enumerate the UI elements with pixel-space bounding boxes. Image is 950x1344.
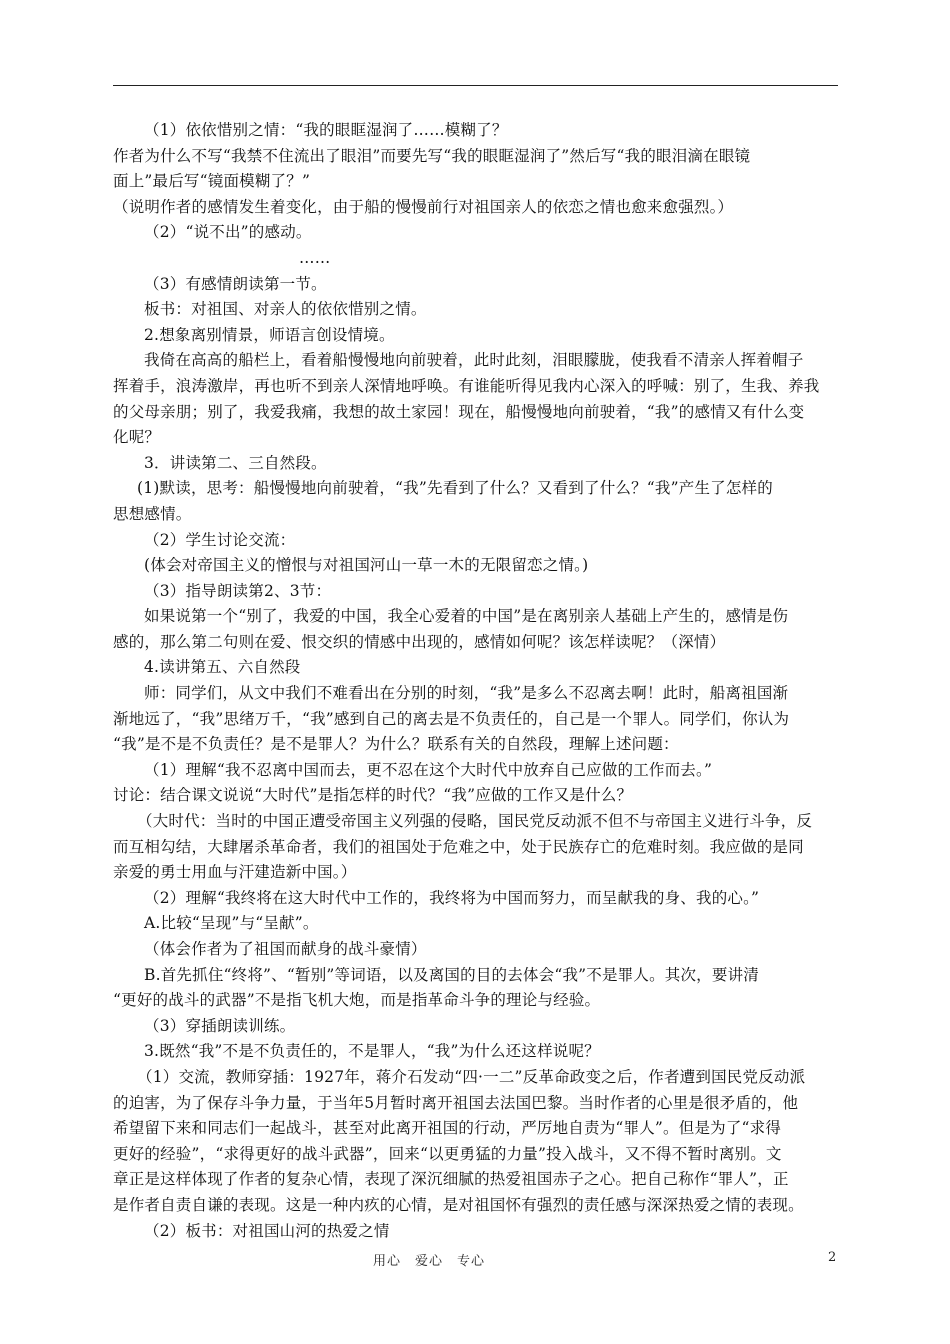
text-line: （体会作者为了祖国而献身的战斗豪情） — [144, 940, 427, 958]
text-line: (体会对帝国主义的憎恨与对祖国河山一草一木的无限留恋之情。) — [144, 556, 589, 575]
text-line: 如果说第一个“别了，我爱的中国，我全心爱着的中国”是在离别亲人基础上产生的，感情是伤 — [144, 607, 789, 626]
text-line: （说明作者的感情发生着变化，由于船的慢慢前行对祖国亲人的依恋之情也愈来愈强烈。） — [113, 197, 734, 216]
text-line: “我”是不是不负责任？是不是罪人？为什么？联系有关的自然段，理解上述问题： — [113, 735, 679, 754]
text-line: （3）指导朗读第2、3节： — [144, 581, 332, 600]
header-rule — [113, 85, 838, 86]
text-line: 3.既然“我”不是不负责任的，不是罪人，“我”为什么还这样说呢？ — [144, 1042, 600, 1061]
page-number: 2 — [828, 1250, 837, 1265]
text-line: 亲爱的勇士用血与汗建造新中国。） — [113, 863, 357, 882]
text-line: 的迫害，为了保存斗争力量，于当年5月暂时离开祖国去法国巴黎。当时作者的心里是很矛盾的，他 — [113, 1093, 799, 1112]
text-line: 渐地远了，“我”思绪万千，“我”感到自己的离去是不负责任的，自己是一个罪人。同学们，你认为 — [113, 709, 790, 728]
text-line: 我倚在高高的船栏上，看着船慢慢地向前驶着，此时此刻，泪眼朦胧，使我看不清亲人挥着帽子 — [144, 351, 804, 370]
text-line: 的父母亲朋；别了，我爱我痛，我想的故土家园！现在，船慢慢地向前驶着，“我”的感情又有什么变 — [113, 402, 805, 421]
text-line: （3）有感情朗读第一节。 — [144, 274, 327, 293]
text-line: 感的，那么第二句则在爱、恨交织的情感中出现的，感情如何呢？该怎样读呢？（深情） — [113, 632, 726, 651]
text-line: 思想感情。 — [113, 504, 192, 523]
text-line: (1)默读，思考：船慢慢地向前驶着，“我”先看到了什么？又看到了什么？“我”产生了怎样的 — [137, 479, 773, 498]
text-line: “更好的战斗的武器”不是指飞机大炮，而是指革命斗争的理论与经验。 — [113, 991, 601, 1010]
text-line: 是作者自责自谦的表现。这是一种内疚的心情，是对祖国怀有强烈的责任感与深深热爱之情的表现。 — [113, 1195, 804, 1214]
text-line: 面上”最后写“镜面模糊了？” — [113, 172, 311, 191]
text-line: 板书：对祖国、对亲人的依依惜别之情。 — [144, 300, 427, 319]
text-line: （2）学生讨论交流： — [144, 530, 296, 549]
text-line: 而互相勾结，大肆屠杀革命者，我们的祖国处于危难之中，处于民族存亡的危难时刻。我应做的是同 — [113, 837, 804, 856]
text-line: 2.想象离别情景，师语言创设情境。 — [144, 325, 395, 344]
text-line: 3．讲读第二、三自然段。 — [144, 453, 327, 472]
text-line: （3）穿插朗读训练。 — [144, 1016, 296, 1035]
text-line: 更好的经验”，“求得更好的战斗武器”，回来“以更勇猛的力量”投入战斗，又不得不暂时离别。文 — [113, 1144, 782, 1163]
text-line: 师：同学们，从文中我们不难看出在分别的时刻，“我”是多么不忍离去啊！此时，船离祖国渐 — [144, 684, 789, 703]
text-line: 挥着手，浪涛激岸，再也听不到亲人深情地呼唤。有谁能听得见我内心深入的呼喊：别了，生我、养我 — [113, 376, 820, 395]
text-line: …… — [299, 248, 331, 267]
text-line: （大时代：当时的中国正遭受帝国主义列强的侵略，国民党反动派不但不与帝国主义进行斗争，反 — [137, 812, 813, 831]
document-body — [113, 118, 839, 1244]
text-line: 4.读讲第五、六自然段 — [144, 658, 301, 677]
text-line: （2）“说不出”的感动。 — [144, 223, 312, 242]
text-line: 章正是这样体现了作者的复杂心情，表现了深沉细腻的热爱祖国赤子之心。把自己称作“罪人”，正 — [113, 1170, 789, 1189]
text-line: （1）理解“我不忍离中国而去，更不忍在这个大时代中放弃自己应做的工作而去。” — [144, 760, 713, 779]
text-line: 希望留下来和同志们一起战斗，甚至对此离开祖国的行动，严厉地自责为“罪人”。但是为了“求得 — [113, 1119, 782, 1138]
text-line: （2）板书：对祖国山河的热爱之情 — [144, 1221, 390, 1240]
text-line: 化呢？ — [113, 428, 161, 447]
text-line: （1）依依惜别之情：“我的眼眶湿润了……模糊了？ — [144, 121, 508, 139]
text-line: B.首先抓住“终将”、“暂别”等词语，以及离国的目的去体会“我”不是罪人。其次，要讲清 — [144, 965, 759, 984]
text-line: A.比较“呈现”与“呈献”。 — [144, 914, 319, 933]
text-line: （1）交流，教师穿插：1927年，蒋介石发动“四·一二”反革命政变之后，作者遭到国民党反动派 — [137, 1067, 806, 1086]
text-line: 作者为什么不写“我禁不住流出了眼泪”而要先写“我的眼眶湿润了”然后写“我的眼泪滴在眼镜 — [113, 146, 751, 165]
text-line: 讨论：结合课文说说“大时代”是指怎样的时代？“我”应做的工作又是什么？ — [113, 786, 633, 805]
footer-motto: 用心 爱心 专心 — [373, 1254, 486, 1269]
text-line: （2）理解“我终将在这大时代中工作的，我终将为中国而努力，而呈献我的身、我的心。” — [144, 888, 760, 907]
